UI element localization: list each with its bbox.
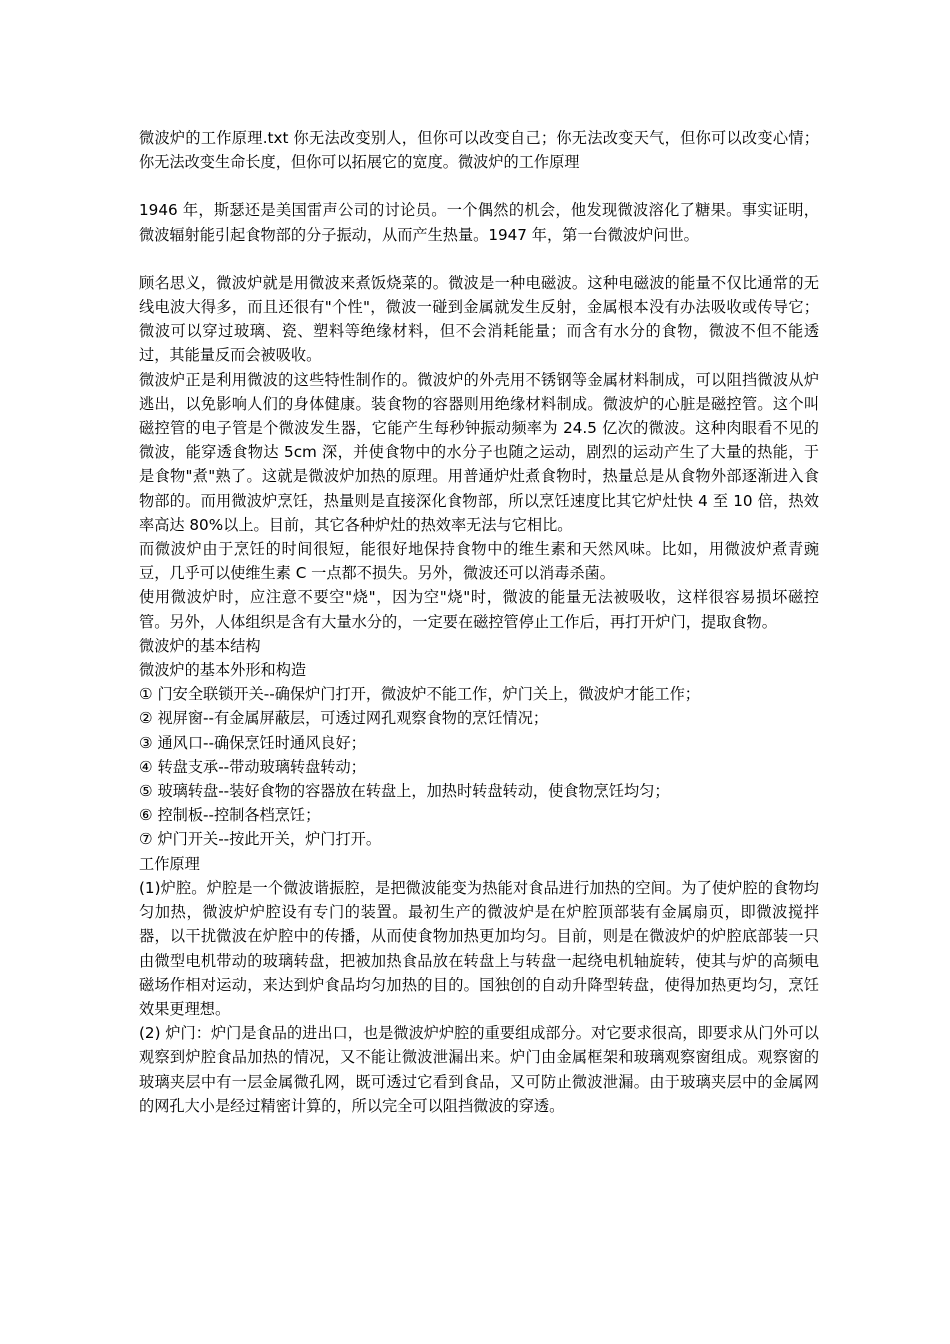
spacer	[139, 247, 819, 271]
structure-list-item: ⑤ 玻璃转盘--装好食物的容器放在转盘上，加热时转盘转动，使食物烹饪均匀；	[139, 782, 670, 801]
document-page	[139, 126, 819, 1118]
structure-list-item: ② 视屏窗--有金属屏蔽层，可透过网孔观察食物的烹饪情况；	[139, 709, 549, 728]
structure-list-item: ④ 转盘支承--带动玻璃转盘转动；	[139, 757, 366, 776]
section-subheading-appearance: 微波炉的基本外形和构造	[139, 661, 307, 680]
history-paragraph: 1946 年，斯瑟还是美国雷声公司的讨论员。一个偶然的机会，他发现微波溶化了糖果。事实证明，微波辐射能引起食物部的分子振动，从而产生热量。1947 年，第一台微波炉问世。	[139, 201, 819, 244]
structure-list-item: ⑦ 炉门开关--按此开关，炉门打开。	[139, 830, 382, 849]
body-paragraph: 而微波炉由于烹饪的时间很短，能很好地保持食物中的维生素和天然风味。比如，用微波炉煮青豌豆，几乎可以使维生素 C 一点都不损失。另外，微波还可以消毒杀菌。	[139, 540, 819, 583]
section-heading-principle: 工作原理	[139, 854, 200, 873]
body-paragraph: 顾名思义，微波炉就是用微波来煮饭烧菜的。微波是一种电磁波。这种电磁波的能量不仅比通常的无线电波大得多，而且还很有"个性"，微波一碰到金属就发生反射，金属根本没有办法吸收或传导它；微波可以穿过玻璃、瓷、塑料等绝缘材料，但不会消耗能量；而含有水分的食物，微波不但不能透过，其能量反而会被吸收。	[139, 273, 819, 365]
spacer	[139, 174, 819, 198]
structure-list-item: ③ 通风口--确保烹饪时通风良好；	[139, 733, 366, 752]
section-heading-structure: 微波炉的基本结构	[139, 636, 261, 655]
structure-list-item: ① 门安全联锁开关--确保炉门打开，微波炉不能工作，炉门关上，微波炉才能工作；	[139, 685, 700, 704]
body-paragraph: 使用微波炉时，应注意不要空"烧"，因为空"烧"时，微波的能量无法被吸收，这样很容易损坏磁控管。另外，人体组织是含有大量水分的，一定要在磁控管停止工作后，再打开炉门，提取食物。	[139, 588, 819, 631]
body-paragraph: 微波炉正是利用微波的这些特性制作的。微波炉的外壳用不锈钢等金属材料制成，可以阻挡微波从炉逃出，以免影响人们的身体健康。装食物的容器则用绝缘材料制成。微波炉的心脏是磁控管。这个叫磁控管的电子管是个微波发生器，它能产生每秒钟振动频率为 24.5 亿次的微波。这种肉眼看不见的微波，能穿透食物达 5cm 深，并使食物中的水分子也随之运动，剧烈的运动产生了大量的热能，于是食物"煮"熟了。这就是微波炉加热的原理。用普通炉灶煮食物时，热量总是从食物外部逐渐进入食物部的。而用微波炉烹饪，热量则是直接深化食物部，所以烹饪速度比其它炉灶快 4 至 10 倍，热效率高达 80%以上。目前，其它各种炉灶的热效率无法与它相比。	[139, 370, 819, 534]
intro-paragraph: 微波炉的工作原理.txt 你无法改变别人，但你可以改变自己；你无法改变天气，但你可以改变心情；你无法改变生命长度，但你可以拓展它的宽度。微波炉的工作原理	[139, 129, 819, 172]
structure-list-item: ⑥ 控制板--控制各档烹饪；	[139, 806, 321, 825]
principle-paragraph-cavity: (1)炉腔。炉腔是一个微波谐振腔，是把微波能变为热能对食品进行加热的空间。为了使炉腔的食物均匀加热，微波炉炉腔设有专门的装置。最初生产的微波炉是在炉腔顶部装有金属扇页，即微波搅拌器，以干扰微波在炉腔中的传播，从而使食物加热更加均匀。目前，则是在微波炉的炉腔底部装一只由微型电机带动的玻璃转盘，把被加热食品放在转盘上与转盘一起绕电机轴旋转，使其与炉的高频电磁场作相对运动，来达到炉食品均匀加热的目的。国独创的自动升降型转盘，使得加热更均匀，烹饪效果更理想。	[139, 878, 819, 1018]
principle-paragraph-door: (2) 炉门：炉门是食品的进出口，也是微波炉炉腔的重要组成部分。对它要求很高，即要求从门外可以观察到炉腔食品加热的情况，又不能让微波泄漏出来。炉门由金属框架和玻璃观察窗组成。观察窗的玻璃夹层中有一层金属微孔网，既可透过它看到食品，又可防止微波泄漏。由于玻璃夹层中的金属网的网孔大小是经过精密计算的，所以完全可以阻挡微波的穿透。	[139, 1024, 819, 1115]
